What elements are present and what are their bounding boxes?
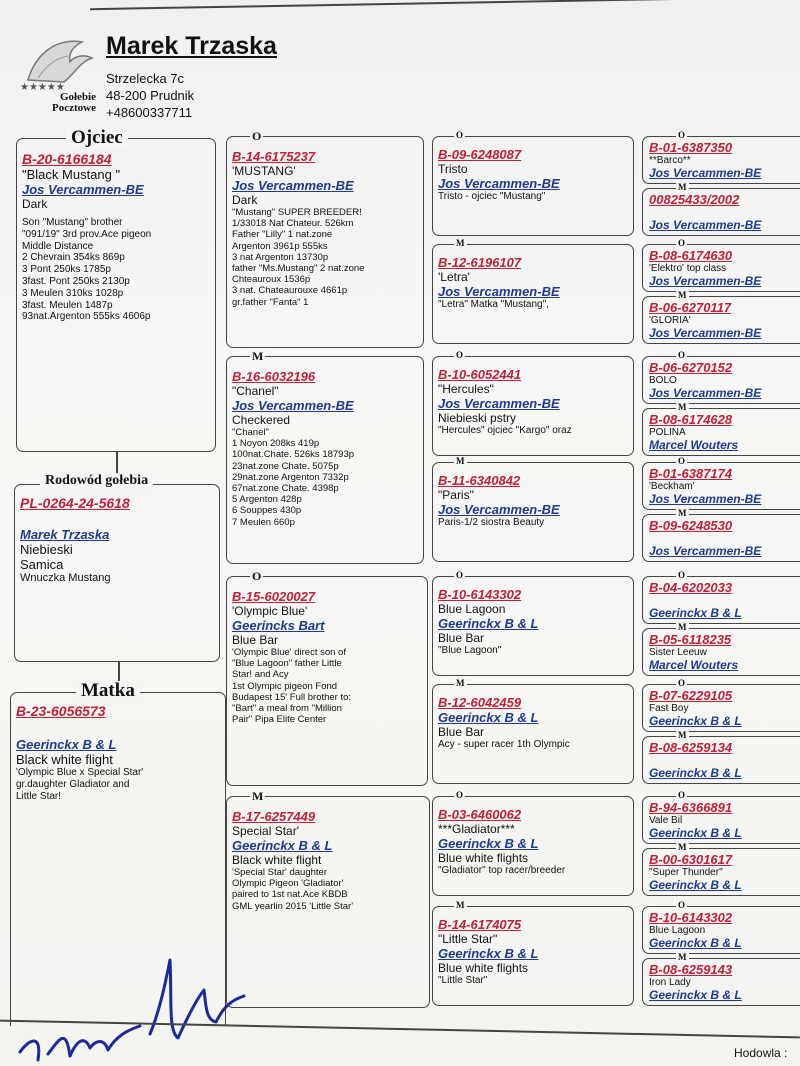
gen4-breeder: Geerinckx B & L: [649, 988, 742, 1002]
logo-text-2: Pocztowe: [52, 102, 96, 114]
gen3-breeder: Jos Vercammen-BE: [438, 396, 560, 411]
gen4-ring: B-94-6366891: [649, 800, 733, 815]
gen3-color: Blue white flights: [438, 851, 529, 865]
female-marker: M: [252, 349, 264, 363]
gen3-ring: B-11-6340842: [438, 473, 521, 488]
male-marker: O: [678, 238, 686, 248]
gen3-note: "Blue Lagoon": [438, 645, 502, 656]
male-marker: O: [456, 350, 464, 360]
gen4-name: **Barco**: [649, 155, 691, 166]
bird-sex: Samica: [20, 557, 64, 572]
gen4-breeder: Geerinckx B & L: [649, 826, 742, 840]
male-marker: O: [678, 456, 686, 466]
gen4-ring: B-06-6270152: [649, 360, 733, 375]
male-marker: O: [678, 350, 686, 360]
gen4-name: Blue Lagoon: [649, 925, 706, 936]
gen4-name: 'GLORIA': [649, 315, 691, 326]
grandsire-ff-card: [226, 136, 424, 348]
mother-note: 'Olympic Blue x Special Star' gr.daughter Gladiator and Little Star!: [16, 767, 144, 802]
gen3-note: Paris-1/2 siostra Beauty: [438, 517, 545, 528]
gen4-breeder: Jos Vercammen-BE: [649, 492, 762, 506]
gen4-ring: B-09-6248530: [649, 518, 733, 533]
gen4-ring: B-00-6301617: [649, 852, 733, 867]
father-note: Son "Mustang" brother "091/19" 3rd prov.Ace pigeon Middle Distance 2 Chevrain 354ks 869p 3 Pont 250ks 1785p 3fast. Pont 250ks 2130p 3 Meulen 310ks 1028p 3fast. Meulen 1487p 93nat.Argenton 555ks 4606p: [22, 217, 152, 323]
mother-ring: B-23-6056573: [16, 703, 106, 719]
gen3-card: [432, 462, 634, 562]
father-ring: B-20-6166184: [22, 151, 112, 167]
gen3-name: "Hercules": [438, 382, 494, 396]
mm-breeder: Geerinckx B & L: [232, 838, 333, 853]
mf-note: 'Olympic Blue' direct son of "Blue Lagoon" father Little Star! and Acy 1st Olympic pigeon Fond Budapest 15' Full brother to: "Bart" a meal from "Million Pair" Pipa Elite Center: [232, 647, 352, 726]
pedigree-label: Rodowód gołebia: [40, 473, 153, 489]
ff-name: 'MUSTANG': [232, 164, 296, 178]
breeder-name: Marek Trzaska: [106, 32, 277, 60]
address-line-2: 48-200 Prudnik: [106, 88, 195, 103]
gen3-ring: B-03-6460062: [438, 807, 522, 822]
gen3-card: [432, 356, 634, 456]
gen3-name: "Little Star": [438, 932, 498, 946]
male-marker: O: [678, 678, 686, 688]
gen4-ring: B-08-6259134: [649, 740, 733, 755]
gen4-ring: B-04-6202033: [649, 580, 733, 595]
gen4-ring: B-05-6118235: [649, 632, 732, 647]
bird-ring: PL-0264-24-5618: [20, 495, 130, 511]
gen3-breeder: Jos Vercammen-BE: [438, 284, 560, 299]
gen4-ring: B-07-6229105: [649, 688, 733, 703]
gen4-card: [642, 684, 800, 732]
female-marker: M: [678, 402, 687, 412]
gen4-card: [642, 906, 800, 954]
mf-breeder: Geerincks Bart: [232, 618, 325, 633]
gen4-name: Vale Bil: [649, 815, 683, 826]
signature-icon: [0, 930, 260, 1066]
gen4-breeder: Geerinckx B & L: [649, 766, 742, 780]
female-marker: M: [678, 952, 687, 962]
gen4-name: Fast Boy: [649, 703, 689, 714]
gen3-color: Niebieski pstry: [438, 411, 517, 425]
father-breeder: Jos Vercammen-BE: [22, 182, 144, 197]
gen3-breeder: Geerinckx B & L: [438, 946, 539, 961]
gen3-note: "Hercules" ojciec "Kargo" oraz: [438, 425, 572, 436]
mm-color: Black white flight: [232, 853, 322, 867]
gen4-card: [642, 462, 800, 510]
gen3-name: Blue Lagoon: [438, 602, 506, 616]
ff-ring: B-14-6175237: [232, 149, 316, 164]
gen3-card: [432, 136, 634, 236]
gen4-card: [642, 408, 800, 456]
gen4-breeder: Geerinckx B & L: [649, 606, 742, 620]
gen4-name: "Super Thunder": [649, 867, 723, 878]
gen4-card: [642, 188, 800, 236]
gen3-breeder: Geerinckx B & L: [438, 836, 539, 851]
eagle-logo-icon: [18, 32, 100, 92]
gen4-card: [642, 296, 800, 344]
gen4-breeder: Jos Vercammen-BE: [649, 166, 762, 180]
gen4-name: POLINA: [649, 427, 686, 438]
gen3-name: ***Gladiator***: [438, 822, 515, 836]
fm-name: "Chanel": [232, 384, 279, 398]
mother-breeder: Geerinckx B & L: [16, 737, 117, 752]
ff-breeder: Jos Vercammen-BE: [232, 178, 354, 193]
father-name: "Black Mustang ": [22, 167, 121, 182]
gen3-name: 'Letra': [438, 270, 470, 284]
gen3-ring: B-10-6143302: [438, 587, 522, 602]
father-card: [16, 138, 216, 452]
ff-note: "Mustang" SUPER BREEDER! 1/33018 Nat Chateur. 526km Father "Lilly" 1 nat.zone Argenton 3961p 555ks 3 nat Argenton 13730p father "Ms.Mustang" 2 nat.zone Chteauroux 1536p 3 nat. Chateaurouxe 4661p gr.father "Fanta" 1: [232, 207, 365, 308]
gen4-ring: B-01-6387174: [649, 466, 733, 481]
gen4-breeder: Geerinckx B & L: [649, 714, 742, 728]
mf-color: Blue Bar: [232, 633, 279, 647]
gen4-breeder: Jos Vercammen-BE: [649, 274, 762, 288]
gen3-card: [432, 244, 634, 344]
gen3-ring: B-10-6052441: [438, 367, 522, 382]
ff-color: Dark: [232, 193, 258, 207]
gen3-ring: B-12-6042459: [438, 695, 522, 710]
fm-breeder: Jos Vercammen-BE: [232, 398, 354, 413]
gen4-breeder: Geerinckx B & L: [649, 878, 742, 892]
top-border: [90, 0, 800, 10]
gen4-breeder: Geerinckx B & L: [649, 936, 742, 950]
father-color: Dark: [22, 197, 48, 211]
gen4-card: [642, 628, 800, 676]
gen4-ring: B-01-6387350: [649, 140, 733, 155]
female-marker: M: [252, 789, 264, 803]
gen4-ring: B-08-6174630: [649, 248, 733, 263]
female-marker: M: [678, 842, 687, 852]
gen4-ring: B-10-6143302: [649, 910, 733, 925]
gen4-card: [642, 136, 800, 184]
female-marker: M: [678, 290, 687, 300]
gen3-ring: B-12-6196107: [438, 255, 522, 270]
gen3-card: [432, 684, 634, 784]
gen4-ring: B-06-6270117: [649, 300, 732, 315]
gen4-card: [642, 356, 800, 404]
footer-breeding-label: Hodowla :: [734, 1046, 788, 1060]
gen4-card: [642, 244, 800, 292]
male-marker: O: [456, 790, 464, 800]
gen3-note: Acy - super racer 1th Olympic: [438, 739, 570, 750]
gen3-card: [432, 906, 634, 1006]
female-marker: M: [678, 730, 687, 740]
gen4-card: [642, 796, 800, 844]
male-marker: O: [456, 130, 464, 140]
father-label: Ojciec: [66, 128, 128, 148]
gen4-breeder: Jos Vercammen-BE: [649, 544, 762, 558]
connector: [116, 452, 118, 474]
gen4-name: Iron Lady: [649, 977, 691, 988]
bird-note: Wnuczka Mustang: [20, 572, 111, 584]
female-marker: M: [456, 456, 465, 466]
gen4-name: BOLO: [649, 375, 677, 386]
male-marker: O: [678, 130, 686, 140]
gen4-name: 'Elektro' top class: [649, 263, 727, 274]
fm-color: Checkered: [232, 413, 291, 427]
male-marker: O: [456, 570, 464, 580]
gen4-name: [649, 533, 800, 544]
gen3-note: "Little Star": [438, 975, 488, 986]
gen4-name: [649, 207, 800, 218]
gen3-note: "Gladiator" top racer/breeder: [438, 865, 566, 876]
gen4-breeder: Marcel Wouters: [649, 658, 739, 672]
mm-ring: B-17-6257449: [232, 809, 316, 824]
bird-card: [14, 484, 220, 662]
granddam-fm-card: [226, 356, 424, 564]
female-marker: M: [456, 678, 465, 688]
gen4-name: [649, 755, 800, 766]
gen4-ring: B-08-6259143: [649, 962, 733, 977]
gen3-ring: B-14-6174075: [438, 917, 522, 932]
gen4-card: [642, 848, 800, 896]
gen4-ring: 00825433/2002: [649, 192, 740, 207]
gen3-breeder: Geerinckx B & L: [438, 616, 539, 631]
gen4-name: [649, 595, 800, 606]
gen3-name: "Paris": [438, 488, 474, 502]
gen3-breeder: Jos Vercammen-BE: [438, 176, 560, 191]
svg-text:★★★★★: ★★★★★: [20, 82, 65, 92]
gen4-breeder: Jos Vercammen-BE: [649, 326, 762, 340]
female-marker: M: [456, 238, 465, 248]
address-line-1: Strzelecka 7c: [106, 71, 185, 86]
gen4-card: [642, 958, 800, 1006]
male-marker: O: [252, 129, 262, 143]
male-marker: O: [678, 570, 686, 580]
gen3-note: "Letra" Matka "Mustang",: [438, 299, 549, 310]
gen3-breeder: Jos Vercammen-BE: [438, 502, 560, 517]
mf-ring: B-15-6020027: [232, 589, 316, 604]
gen3-breeder: Geerinckx B & L: [438, 710, 539, 725]
gen3-color: Blue white flights: [438, 961, 529, 975]
gen4-breeder: Marcel Wouters: [649, 438, 739, 452]
gen4-card: [642, 736, 800, 784]
bird-owner: Marek Trzaska: [20, 527, 110, 542]
grandsire-mf-card: [226, 576, 428, 786]
male-marker: O: [252, 569, 262, 583]
mm-name: Special Star': [232, 824, 299, 838]
gen3-ring: B-09-6248087: [438, 147, 522, 162]
bird-color: Niebieski: [20, 542, 73, 557]
mother-label: Matka: [76, 681, 140, 701]
gen3-name: Tristo: [438, 162, 468, 176]
logo-text-1: Gołebie: [59, 91, 96, 103]
gen3-note: Tristo - ojciec "Mustang": [438, 191, 546, 202]
gen3-card: [432, 576, 634, 676]
mf-name: 'Olympic Blue': [232, 604, 308, 618]
fm-note: "Chanel" 1 Noyon 208ks 419p 100nat.Chate. 526ks 18793p 23nat.zone Chate. 5075p 29nat.zone Argenton 7332p 67nat.zone Chate. 4398p 5 Argenton 428p 6 Souppes 430p 7 Meulen 660p: [232, 427, 355, 528]
gen4-card: [642, 576, 800, 624]
female-marker: M: [678, 182, 687, 192]
female-marker: M: [678, 508, 687, 518]
gen4-ring: B-08-6174628: [649, 412, 733, 427]
mother-color: Black white flight: [16, 752, 113, 767]
signature: [0, 930, 260, 1066]
phone: +48600337711: [106, 105, 193, 120]
fm-ring: B-16-6032196: [232, 369, 316, 384]
male-marker: O: [678, 900, 686, 910]
gen4-name: 'Beckham': [649, 481, 695, 492]
gen4-breeder: Jos Vercammen-BE: [649, 218, 762, 232]
female-marker: M: [456, 900, 465, 910]
gen3-color: Blue Bar: [438, 631, 485, 645]
mm-note: 'Special Star' daughter Olympic Pigeon 'Gladiator' paired to 1st nat.Ace KBDB GML yearlin 2015 'Little Star': [232, 867, 354, 912]
male-marker: O: [678, 790, 686, 800]
gen3-card: [432, 796, 634, 896]
gen4-name: Sister Leeuw: [649, 647, 707, 658]
gen4-breeder: Jos Vercammen-BE: [649, 386, 762, 400]
breeder-address: [106, 70, 194, 121]
gen3-color: Blue Bar: [438, 725, 485, 739]
gen4-card: [642, 514, 800, 562]
female-marker: M: [678, 622, 687, 632]
logo: [18, 32, 100, 120]
